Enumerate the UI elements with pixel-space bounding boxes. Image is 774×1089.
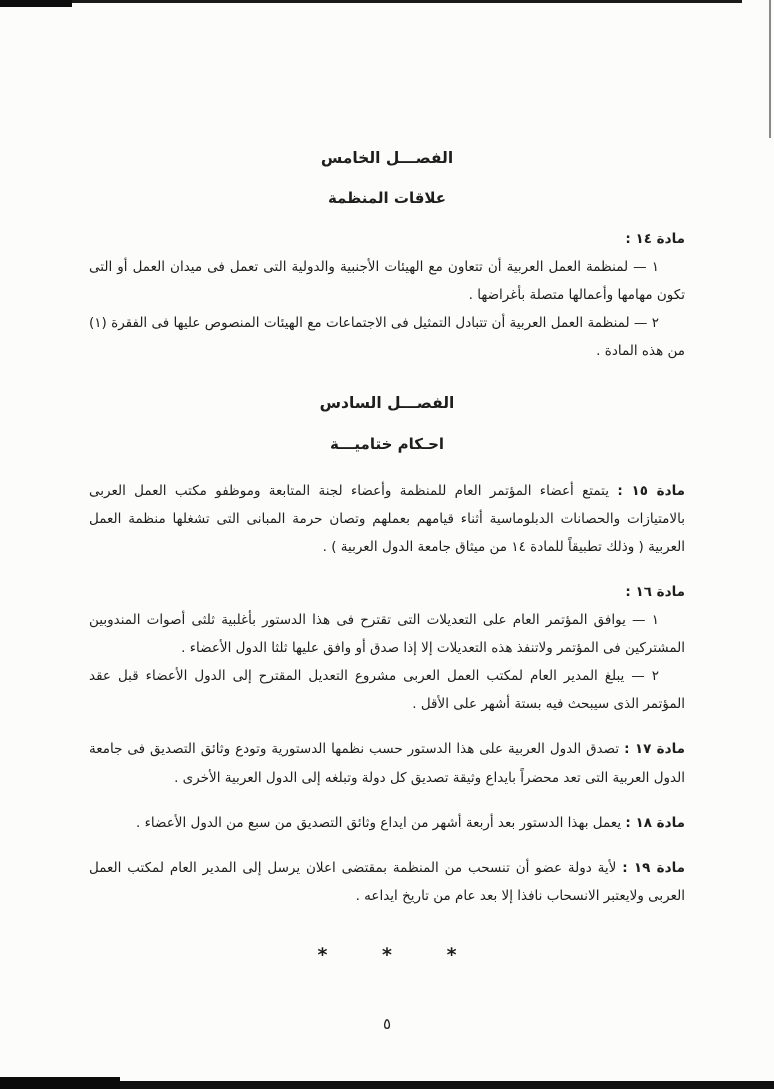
article-16-clause-1: ١ — يوافق المؤتمر العام على التعديلات التى تقترح فى هذا الدستور بأغلبية ثلثى أصوات المندوبين المشتركين فى المؤتمر ولاتنفذ هذه التعديلات إلا إذا صدق أو وافق عليها ثلثا الدول الأعضاء .	[89, 612, 685, 657]
article-17-label: مادة ١٧ :	[624, 741, 685, 758]
article-15	[89, 477, 685, 561]
article-17-body: تصدق الدول العربية على هذا الدستور حسب نظمها الدستورية وتودع وثائق التصديق فى جامعة الدول العربية التى تعد محضراً بايداع وثيقة تصديق كل دولة وتبلغه إلى الدول العربية الأخرى .	[89, 741, 685, 786]
section-divider-asterisks: * * *	[317, 943, 481, 966]
article-18	[89, 809, 685, 837]
article-19-label: مادة ١٩ :	[622, 859, 685, 876]
chapter-five-title: الفصـــل الخامس	[320, 149, 454, 167]
page-number: ٥	[382, 1015, 392, 1033]
article-19	[89, 854, 685, 910]
article-16-clause-2: ٢ — يبلغ المدير العام لمكتب العمل العربى مشروع التعديل المقترح إلى الدول الأعضاء قبل عقد المؤتمر الذى سيبحث فيه بستة أشهر على الأقل .	[89, 668, 685, 713]
article-18-body: يعمل بهذا الدستور بعد أربعة أشهر من ايداع وثائق التصديق من سبع من الدول الأعضاء .	[136, 814, 622, 831]
article-17	[89, 735, 685, 791]
article-15-body: يتمتع أعضاء المؤتمر العام للمنظمة وأعضاء لجنة المتابعة وموظفو مكتب العمل العربى بالامتيازات والحصانات الدبلوماسية أثناء قيامهم بعملهم وتصان حرمة المبانى التى تشغلها منظمة العمل العربية ( وذلك تطبيقاً للمادة ١٤ من ميثاق جامعة الدول العربية ) .	[89, 482, 685, 555]
article-18-label: مادة ١٨ :	[625, 814, 685, 831]
article-14-label: مادة ١٤ :	[625, 231, 685, 248]
scan-edge-top-left-corner	[0, 0, 72, 7]
chapter-five-subtitle: علاقات المنظمة	[327, 189, 447, 208]
article-15-label: مادة ١٥ :	[617, 482, 685, 499]
scan-edge-right	[769, 0, 771, 138]
article-16-label: مادة ١٦ :	[625, 584, 685, 601]
article-14-clause-2: ٢ — لمنظمة العمل العربية أن تتبادل التمثيل فى الاجتماعات مع الهيئات المنصوص عليها فى الفقرة (١) من هذه المادة .	[89, 315, 685, 360]
document-body	[89, 142, 685, 975]
article-14-clause-1: ١ — لمنظمة العمل العربية أن تتعاون مع الهيئات الأجنبية والدولية التى تعمل فى ميدان العمل أو التى تكون مهامها وأعمالها متصلة بأغراضها .	[89, 259, 685, 304]
chapter-six-title: الفصـــل السادس	[319, 394, 455, 413]
scan-edge-bottom-left-corner	[0, 1077, 120, 1089]
scan-edge-top	[0, 0, 742, 3]
article-19-body: لأية دولة عضو أن تنسحب من المنظمة بمقتضى اعلان يرسل إلى المدير العام لمكتب العمل العربى ولايعتبر الانسحاب نافذا إلا بعد عام من تاريخ ايداعه .	[89, 859, 685, 904]
chapter-six-subtitle: احـكام ختاميـــة	[329, 434, 445, 453]
